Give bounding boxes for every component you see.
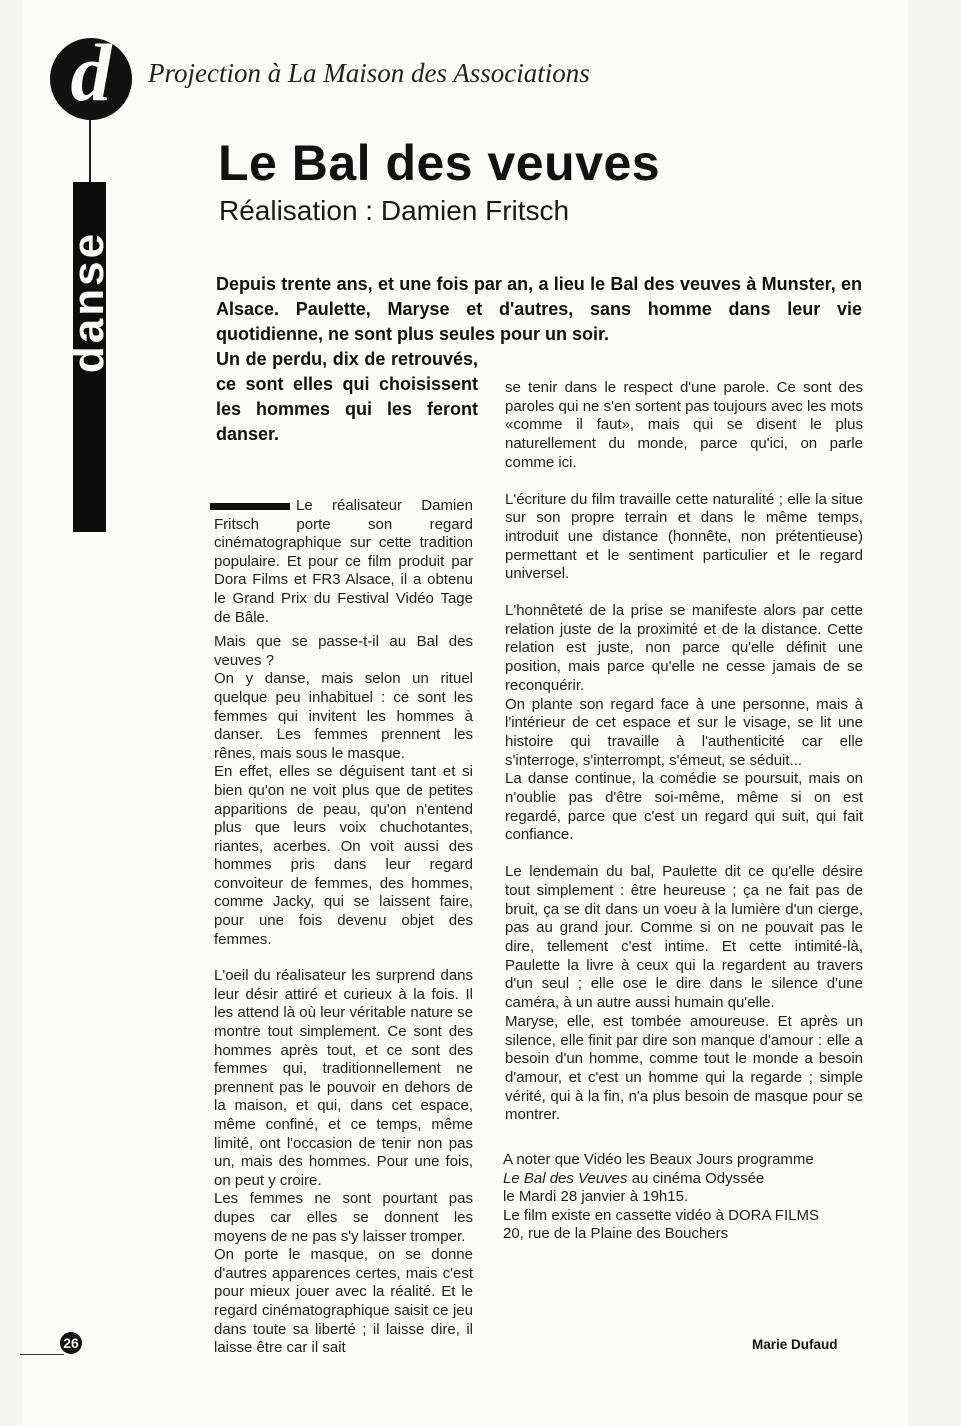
right-column xyxy=(505,379,863,1125)
footer-rule xyxy=(20,1354,64,1355)
paragraph: On porte le masque, on se donne d'autres apparences certes, mais c'est pour mieux jouer avec la réalité. Et le regard cinématographique saisit ce jeu dans toute sa liberté ; il laisse dire, il laisse être car il sait xyxy=(214,1246,473,1357)
paragraph: L'honnêteté de la prise se manifeste alors par cette relation juste de la proximité et de la distance. Cette relation est juste, non parce qu'elle définit une position, mais parce qu'elle ne cesse jamais de se reconquérir. xyxy=(505,602,863,694)
screening-note xyxy=(503,1151,883,1244)
lede-wide: Depuis trente ans, et une fois par an, a lieu le Bal des veuves à Munster, en Alsace. Paulette, Maryse et d'autres, sans homme dans leur vie quotidienne, ne sont plus seules pour un soir. xyxy=(216,274,862,344)
paragraph: La danse continue, la comédie se poursuit, mais on n'oublie pas d'être soi-même, même si on est regardé, parce que c'est un regard qui suit, qui fait confiance. xyxy=(505,770,863,844)
note-line: 20, rue de la Plaine des Bouchers xyxy=(503,1225,729,1243)
vertical-rule xyxy=(89,120,91,182)
paragraph: se tenir dans le respect d'une parole. Ce sont des paroles qui ne s'en sortent pas toujours avec les mots «comme il faut», mais qui se disent le plus naturellement du monde, parce qu'ici, on parle comme ici. xyxy=(505,379,863,471)
left-column xyxy=(214,497,473,1358)
paragraph: L'oeil du réalisateur les surprend dans leur désir attiré et curieux à la fois. Il les attend là où leur véritable nature se montre tout simplement. Ce sont des hommes après tout, et ce sont des femmes qui, traditionnellement ne prennent pas le pouvoir en dehors de la maison, et qui, dans cet espace, même confiné, et ce temps, même limité, ont l'occasion de tenir non pas un, mais des hommes. Pour une fois, on peut y croire. xyxy=(214,967,473,1189)
page-number: 26 xyxy=(60,1332,82,1354)
note-line: Le film existe en cassette vidéo à DORA FILMS xyxy=(503,1206,819,1224)
paragraph-start-bar xyxy=(210,503,290,510)
paragraph: On plante son regard face à une personne, mais à l'intérieur de cet espace et sur le visage, se lit une histoire qui travaille à l'authenticité car elle s'interroge, s'interrompt, s'émeut, se séduit... xyxy=(505,695,863,769)
note-line: A noter que Vidéo les Beaux Jours programme xyxy=(503,1151,814,1168)
section-label-text: danse xyxy=(64,230,114,374)
note-line: Le Bal des Veuves au cinéma Odyssée xyxy=(503,1169,765,1187)
paragraph: L'écriture du film travaille cette naturalité ; elle la situe sur son propre terrain et dans le même temps, introduit une distance (honnête, non prétentieuse) permettant et le sentiment particulier et le regard universel. xyxy=(505,490,863,583)
paragraph: On y danse, mais selon un rituel quelque peu inhabituel : ce sont les femmes qui invitent les hommes à danser. Les femmes prennent les rênes, mais sous le masque. xyxy=(214,670,473,762)
article-title: Le Bal des veuves xyxy=(218,135,661,191)
paragraph: Mais que se passe-t-il au Bal des veuves ? xyxy=(214,633,473,669)
paragraph: En effet, elles se déguisent tant et si bien qu'on ne voit plus que de petites apparitions de peau, qu'on n'entend plus que leurs voix chuchotantes, riantes, acerbes. On voit aussi des hommes pris dans leur regard convoiteur de femmes, des hommes, comme Jacky, qui se laissent faire, pour une fois devenu objet des femmes. xyxy=(214,763,473,948)
paragraph: Le lendemain du bal, Paulette dit ce qu'elle désire tout simplement : être heureuse ; ça ne fait pas de bruit, ça se dit dans un voeu à la lumière d'un cierge, pas au grand jour. Comme si on ne pouvait pas le dire, tellement c'est intime. Et cette intimité-là, Paulette la livre à ceux qui la regardent au travers d'un seul ; elle ose le dire dans le silence d'une caméra, à un autre aussi humain qu'elle. xyxy=(505,863,863,1012)
note-line: le Mardi 28 janvier à 19h15. xyxy=(503,1188,689,1206)
paragraph: Le réalisateur Damien Fritsch porte son regard cinématographique sur cette tradition populaire. Et pour ce film produit par Dora Films et FR3 Alsace, il a obtenu le Grand Prix du Festival Vidéo Tage de Bâle. xyxy=(214,497,473,627)
article-subtitle: Réalisation : Damien Fritsch xyxy=(219,195,570,226)
author-byline: Marie Dufaud xyxy=(752,1337,838,1352)
section-logo xyxy=(50,38,132,120)
paragraph: Maryse, elle, est tombée amoureuse. Et après un silence, elle finit par dire son manque d'amour : elle a besoin d'un homme, comme tout le monde a besoin d'amour, et c'est un homme qui la regarde ; simple vérité, qui à la fin, n'a plus besoin de masque pour se montrer. xyxy=(505,1012,863,1124)
lede-narrow: Un de perdu, dix de retrouvés, ce sont elles qui choisissent les hommes qui les feront danser. xyxy=(216,349,478,444)
section-label xyxy=(64,182,114,422)
film-title: Le Bal des Veuves xyxy=(503,1169,628,1187)
paragraph: Les femmes ne sont pourtant pas dupes car elles se donnent les moyens de ne pas s'y laisser tromper. xyxy=(214,1190,473,1245)
kicker: Projection à La Maison des Associations xyxy=(148,58,590,88)
logo-letter: d xyxy=(70,38,112,118)
